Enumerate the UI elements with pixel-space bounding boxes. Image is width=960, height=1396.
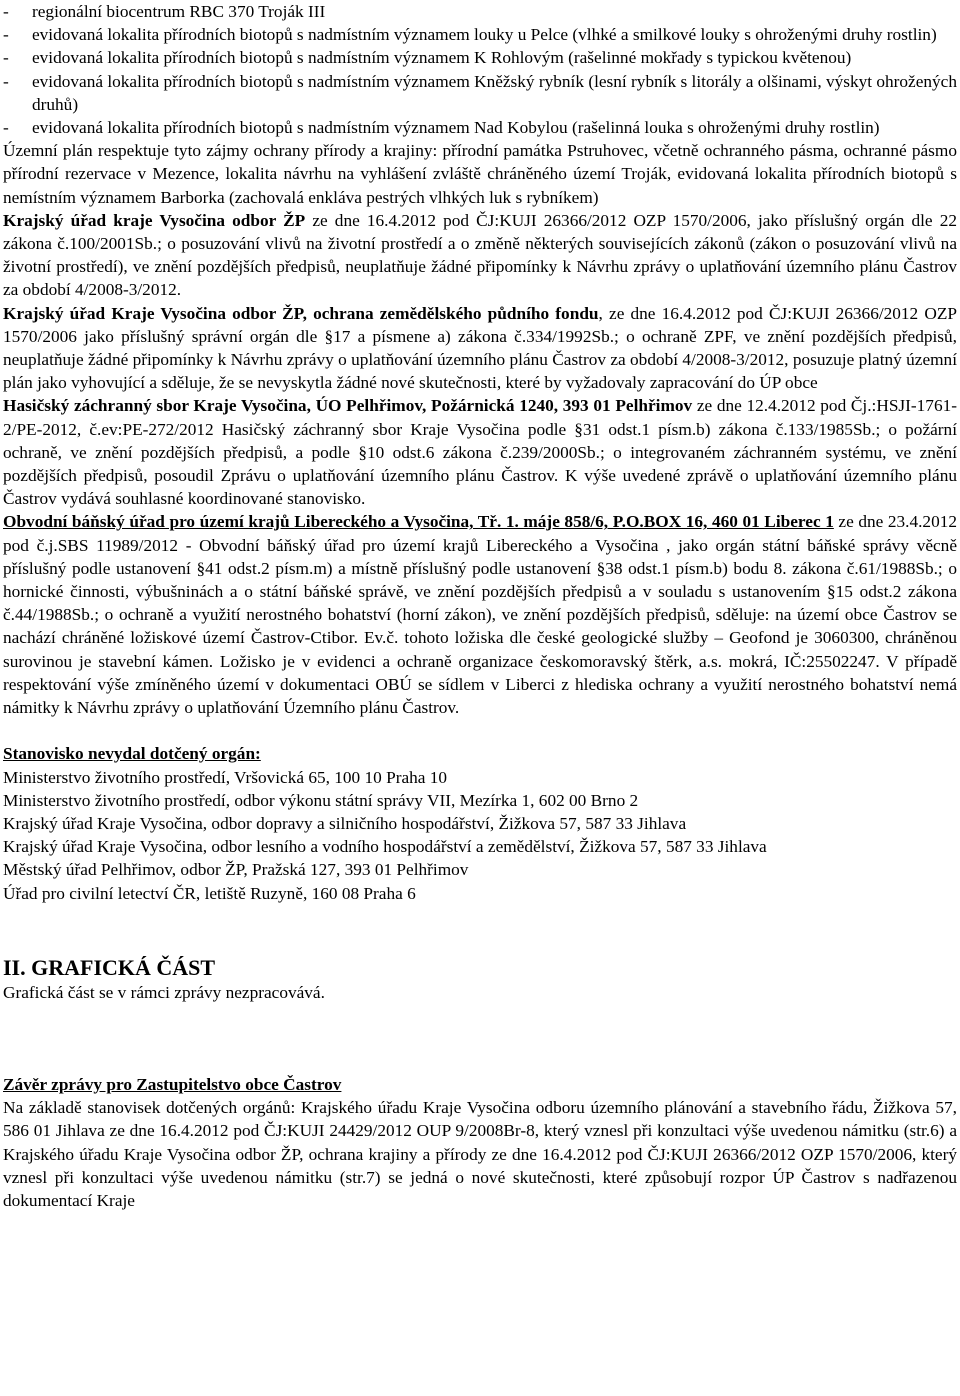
graphic-part-text: Grafická část se v rámci zprávy nezpracovává.: [3, 982, 325, 1002]
conclusion-heading: Závěr zprávy pro Zastupitelstvo obce Častrov: [3, 1074, 342, 1094]
bullet-dash: -: [3, 25, 9, 45]
authority-name: Krajský úřad kraje Vysočina odbor ŽP: [3, 210, 306, 230]
list-item-text: evidovaná lokalita přírodních biotopů s nadmístním významem Kněžský rybník (lesní rybník s litorály a olšinami, výskyt ohrožených druhů): [32, 71, 957, 114]
list-item: [3, 70, 957, 116]
list-item-text: evidovaná lokalita přírodních biotopů s nadmístním významem K Rohlovým (rašelinné mokřady s typickou květenou): [32, 48, 852, 68]
regional-office-soil-paragraph: [3, 302, 957, 395]
paragraph-text: ze dne 16.4.2012 pod ČJ:KUJI 26366/2012 OZP 1570/2006, jako příslušný orgán dle 22 zákona č.100/2001Sb.; o posuzování vlivů na životní prostředí a o změně některých souvisejících zákonů (zákon o posuzování vlivů na životní prostředí), ve znění pozdějších předpisů, neuplatňuje žádné připomínky k Návrhu zprávy o uplatňování územního plánu Častrov za období 4/2008-3/2012.: [3, 210, 957, 300]
authority-name: Obvodní báňský úřad pro území krajů Libereckého a Vysočina, Tř. 1. máje 858/6, P.O.BOX 16, 460 01 Liberec 1: [3, 512, 834, 532]
list-item-text: regionální biocentrum RBC 370 Troják III: [32, 2, 326, 21]
land-plan-paragraph: Územní plán respektuje tyto zájmy ochrany přírody a krajiny: přírodní památka Pstruhovec, včetně ochranného pásma, ochranné pásmo přírodní rezervace v Mezence, lokalita návrhu na vyhlášení zvláště chráněného území Troják, evidovaná lokalita přírodních biotopů s nemístním významem Barborka (zachovalá enkláva pestrých vlhkých luk s rybníkem): [3, 141, 957, 207]
spacer: [3, 905, 957, 951]
protected-areas-list: [3, 0, 957, 139]
authority-name: Hasičský záchranný sbor Kraje Vysočina, ÚO Pelhřimov, Požárnická 1240, 393 01 Pelhřimov: [3, 396, 693, 416]
paragraph-text: ze dne 12.4.2012 pod Čj.:HSJI-1761-2/PE-2012, č.ev:PE-272/2012 Hasičský záchranný sbor Kraje Vysočina podle §31 odst.1 písm.b) zákona č.133/1985Sb.; o požární ochraně, ve znění pozdějších předpisů, a podle §10 odst.6 zákona č.239/2000Sb.; o integrovaném záchranném systému, ve znění pozdějších předpisů, posoudil Zprávu o uplatňování územního plánu Častrov. K výše uvedené zprávě o uplatňování územního plánu Častrov vydává souhlasné koordinované stanovisko.: [3, 396, 957, 509]
list-item: Krajský úřad Kraje Vysočina, odbor dopravy a silničního hospodářství, Žižkova 57, 587 33 Jihlava: [3, 813, 687, 833]
list-item: Krajský úřad Kraje Vysočina, odbor lesního a vodního hospodářství a zemědělství, Žižkova 57, 587 33 Jihlava: [3, 837, 767, 857]
bullet-dash: -: [3, 2, 9, 21]
list-item: [3, 116, 957, 139]
list-item: [3, 0, 957, 23]
list-item: Městský úřad Pelhřimov, odbor ŽP, Pražská 127, 393 01 Pelhřimov: [3, 860, 469, 880]
fire-rescue-paragraph: [3, 394, 957, 510]
regional-office-env-paragraph: [3, 209, 957, 302]
no-statement-section: [3, 742, 957, 904]
bullet-dash: -: [3, 118, 9, 138]
list-item: [3, 46, 957, 69]
list-item-text: evidovaná lokalita přírodních biotopů s nadmístním významem Nad Kobylou (rašelinná louka s ohroženými druhy rostlin): [32, 118, 880, 138]
list-item-text: evidovaná lokalita přírodních biotopů s nadmístním významem louky u Pelce (vlhké a smilkové louky s ohroženými druhy rostlin): [32, 25, 937, 45]
spacer: [3, 1050, 957, 1073]
spacer: [3, 1004, 957, 1050]
list-item: Ministerstvo životního prostředí, Vršovická 65, 100 10 Praha 10: [3, 767, 448, 787]
graphic-part-heading: II. GRAFICKÁ ČÁST: [3, 954, 216, 980]
bullet-dash: -: [3, 71, 9, 91]
conclusion-text: Na základě stanovisek dotčených orgánů: Krajského úřadu Kraje Vysočina odboru územního plánování a stavebního řádu, Žižkova 57, 586 01 Jihlava ze dne 16.4.2012 pod ČJ:KUJI 24429/2012 OUP 9/2008Br-8, který vznesl při konzultaci výše uvedenou námitku (str.6) a Krajského úřadu Kraje Vysočina odbor ŽP, ochrana krajiny a přírody ze dne 16.4.2012 pod ČJ:KUJI 26366/2012 OZP 1570/2006, který vznesl při konzultaci výše uvedenou námitku (str.7) se jedná o nové skutečnosti, které způsobují rozpor ÚP Častrov s nadřazenou dokumentací Kraje: [3, 1098, 957, 1210]
list-item: [3, 23, 957, 46]
section-heading: Stanovisko nevydal dotčený orgán:: [3, 744, 261, 764]
paragraph-text: ze dne 23.4.2012 pod č.j.SBS 11989/2012 - Obvodní báňský úřad pro území krajů Libereckého a Vysočina , jako orgán státní báňské správy věcně příslušný podle ustanovení §41 odst.2 písm.m) a místně příslušný podle ustanovení §38 odst.1 písm.b) bodu 8. zákona č.61/1988Sb.; o hornické činnosti, výbušninách a o státní báňské správě, ve znění pozdějších předpisů a v souladu s ustanovením §15 odst.2 zákona č.44/1988Sb.; o ochraně a využití nerostného bohatství (horní zákon), ve znění pozdějších předpisů, sděluje: na území obce Častrov se nachází chráněné ložiskové území Častrov-Ctibor. Ev.č. tohoto ložiska dle české geologické služby – Geofond je 3060300, chráněnou surovinou je stavební kámen. Ložisko je v evidenci a ochraně organizace českomoravský štěrk, a.s. mokrá, IČ:25502247. V případě respektování výše zmíněného území v dokumentaci OBÚ se sídlem v Liberci z hlediska ochrany a využití nerostného bohatství nemá námitky k Návrhu zprávy o uplatňování Územního plánu Častrov.: [3, 512, 957, 718]
bullet-dash: -: [3, 48, 9, 68]
paragraph-text: , ze dne 16.4.2012 pod ČJ:KUJI 26366/2012 OZP 1570/2006 jako příslušný správní orgán dle §17 a písmene a) zákona č.334/1992Sb.; o ochraně ZPF, ve znění pozdějších předpisů, neuplatňuje žádné připomínky k Návrhu zprávy o uplatňování územního plánu Častrov za období 4/2008-3/2012, posuzuje platný územní plán jako vyhovující a sděluje, že se nevyskytla žádné nové skutečnosti, které by vyžadovaly zapracování do ÚP obce: [3, 303, 957, 393]
list-item: Ministerstvo životního prostředí, odbor výkonu státní správy VII, Mezírka 1, 602 00 Brno 2: [3, 790, 639, 810]
authority-name: Krajský úřad Kraje Vysočina odbor ŽP, ochrana zemědělského půdního fondu: [3, 303, 599, 323]
spacer: [3, 719, 957, 742]
list-item: Úřad pro civilní letectví ČR, letiště Ruzyně, 160 08 Praha 6: [3, 883, 416, 903]
mining-office-paragraph: [3, 510, 957, 719]
